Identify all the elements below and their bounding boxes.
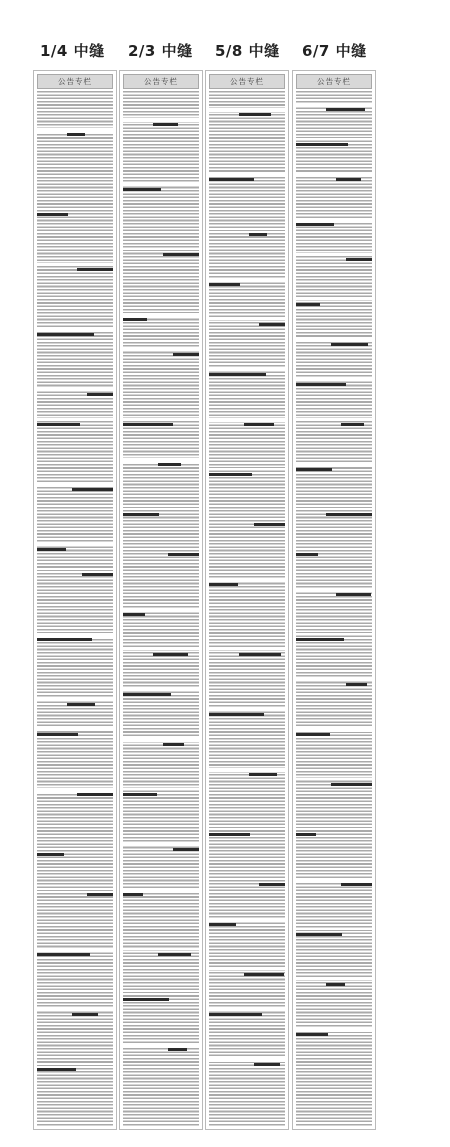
notice-heading-mark	[296, 223, 334, 226]
notice-heading-mark	[82, 573, 113, 576]
column-body	[123, 91, 199, 1126]
notice-text-block	[37, 91, 113, 1126]
notice-heading-mark	[173, 353, 199, 356]
notice-heading-mark	[296, 143, 348, 146]
notice-heading-mark	[123, 893, 143, 896]
paragraph-gap	[123, 948, 199, 950]
paragraph-gap	[296, 173, 372, 175]
notice-heading-mark	[67, 133, 85, 136]
notice-heading-mark	[239, 653, 281, 656]
paragraph-gap	[37, 888, 113, 890]
notice-heading-mark	[37, 423, 80, 426]
notice-heading-mark	[123, 793, 157, 796]
notice-heading-mark	[37, 213, 68, 216]
notice-heading-mark	[163, 253, 199, 256]
notice-heading-mark	[336, 593, 371, 596]
notice-heading-mark	[72, 488, 113, 491]
notice-heading-mark	[331, 783, 372, 786]
notice-heading-mark	[249, 773, 277, 776]
column-header: 公告专栏	[37, 74, 113, 89]
paragraph-gap	[296, 298, 372, 300]
notice-heading-mark	[209, 373, 266, 376]
notice-heading-mark	[244, 423, 274, 426]
notice-heading-mark	[341, 423, 364, 426]
paragraph-gap	[296, 418, 372, 420]
paragraph-gap	[37, 1063, 113, 1065]
notice-heading-mark	[336, 178, 361, 181]
notice-heading-mark	[77, 793, 113, 796]
paragraph-gap	[209, 278, 285, 282]
paragraph-gap	[123, 548, 199, 550]
paragraph-gap	[37, 728, 113, 730]
paragraph-gap	[296, 728, 372, 732]
paragraph-gap	[123, 738, 199, 742]
notice-heading-mark	[239, 113, 271, 116]
notice-heading-mark	[123, 188, 161, 191]
notice-heading-mark	[254, 1063, 280, 1066]
notice-heading-mark	[37, 548, 66, 551]
notice-heading-mark	[123, 423, 173, 426]
label-six-sevenths-fold: 6/7 中缝	[302, 42, 367, 60]
paragraph-gap	[123, 418, 199, 420]
notice-heading-mark	[331, 343, 368, 346]
notice-heading-mark	[209, 583, 238, 586]
notice-heading-mark	[168, 553, 199, 556]
paragraph-gap	[37, 418, 113, 420]
notice-column-1	[33, 70, 117, 1130]
paragraph-gap	[123, 348, 199, 350]
notice-heading-mark	[37, 333, 94, 336]
paragraph-gap	[37, 948, 113, 952]
notice-heading-mark	[244, 973, 284, 976]
notice-heading-mark	[123, 318, 147, 321]
notice-heading-mark	[37, 733, 78, 736]
paragraph-gap	[37, 848, 113, 850]
paragraph-gap	[209, 648, 285, 650]
paragraph-gap	[209, 828, 285, 830]
paragraph-gap	[37, 208, 113, 210]
notice-heading-mark	[326, 983, 345, 986]
notice-column-2	[119, 70, 203, 1130]
paragraph-gap	[123, 888, 199, 892]
paragraph-gap	[123, 1043, 199, 1047]
notice-heading-mark	[158, 953, 191, 956]
column-body	[209, 91, 285, 1126]
paragraph-gap	[296, 678, 372, 680]
notice-heading-mark	[72, 1013, 98, 1016]
notice-text-block	[209, 91, 285, 1126]
paragraph-gap	[123, 608, 199, 612]
label-five-eighths-fold: 5/8 中缝	[215, 42, 280, 60]
notice-heading-mark	[254, 523, 285, 526]
paragraph-gap	[209, 708, 285, 710]
paragraph-gap	[209, 1008, 285, 1010]
notice-heading-mark	[209, 1013, 262, 1016]
notice-heading-mark	[123, 613, 145, 616]
paragraph-gap	[123, 183, 199, 185]
notice-heading-mark	[209, 923, 236, 926]
notice-heading-mark	[158, 463, 181, 466]
paragraph-gap	[296, 138, 372, 140]
paragraph-gap	[209, 1058, 285, 1062]
column-header: 公告专栏	[123, 74, 199, 89]
notice-heading-mark	[259, 883, 285, 886]
paragraph-gap	[209, 878, 285, 880]
paragraph-gap	[123, 688, 199, 690]
paragraph-gap	[123, 648, 199, 650]
paragraph-gap	[37, 568, 113, 570]
notice-heading-mark	[326, 513, 372, 516]
paragraph-gap	[37, 1008, 113, 1010]
paragraph-gap	[296, 253, 372, 255]
notice-heading-mark	[173, 848, 199, 851]
paragraph-gap	[123, 458, 199, 462]
paragraph-gap	[296, 878, 372, 882]
notice-heading-mark	[296, 1033, 328, 1036]
paragraph-gap	[296, 588, 372, 592]
paragraph-gap	[123, 508, 199, 510]
paragraph-gap	[37, 263, 113, 265]
notice-heading-mark	[209, 283, 240, 286]
notice-heading-mark	[346, 258, 372, 261]
label-quarter-fold: 1/4 中缝	[40, 42, 105, 60]
paragraph-gap	[37, 633, 113, 637]
paragraph-gap	[37, 543, 113, 545]
paragraph-gap	[209, 578, 285, 582]
notice-heading-mark	[123, 513, 159, 516]
paragraph-gap	[209, 468, 285, 470]
notice-text-block	[296, 91, 372, 1126]
paragraph-gap	[296, 338, 372, 342]
paragraph-gap	[209, 418, 285, 422]
paragraph-gap	[209, 768, 285, 772]
notice-heading-mark	[296, 638, 344, 641]
column-header: 公告专栏	[296, 74, 372, 89]
notice-column-4	[292, 70, 376, 1130]
notice-heading-mark	[209, 178, 254, 181]
notice-heading-mark	[209, 713, 264, 716]
notice-heading-mark	[123, 998, 169, 1001]
notice-heading-mark	[87, 393, 113, 396]
notice-heading-mark	[209, 473, 252, 476]
paragraph-gap	[296, 978, 372, 980]
paragraph-gap	[123, 843, 199, 845]
notice-heading-mark	[163, 743, 184, 746]
notice-heading-mark	[37, 1068, 76, 1071]
paragraph-gap	[37, 328, 113, 332]
notice-heading-mark	[259, 323, 285, 326]
notice-heading-mark	[37, 638, 92, 641]
paragraph-gap	[296, 928, 372, 930]
notice-heading-mark	[67, 703, 95, 706]
notice-heading-mark	[249, 233, 267, 236]
column-body	[296, 91, 372, 1126]
notice-heading-mark	[296, 468, 332, 471]
paragraph-gap	[296, 828, 372, 830]
column-body	[37, 91, 113, 1126]
paragraph-gap	[209, 918, 285, 922]
paragraph-gap	[209, 368, 285, 370]
notice-heading-mark	[296, 833, 316, 836]
paragraph-gap	[296, 378, 372, 380]
notice-column-3	[205, 70, 289, 1130]
notice-heading-mark	[296, 383, 346, 386]
paragraph-gap	[209, 108, 285, 112]
paragraph-gap	[209, 173, 285, 175]
notice-heading-mark	[296, 303, 320, 306]
column-header: 公告专栏	[209, 74, 285, 89]
paragraph-gap	[37, 128, 113, 132]
paragraph-gap	[123, 993, 199, 995]
notice-heading-mark	[123, 693, 171, 696]
paragraph-gap	[37, 698, 113, 700]
paragraph-gap	[209, 968, 285, 970]
paragraph-gap	[123, 248, 199, 250]
notice-heading-mark	[37, 953, 90, 956]
paragraph-gap	[296, 1028, 372, 1032]
notice-heading-mark	[296, 553, 318, 556]
paragraph-gap	[123, 313, 199, 317]
paragraph-gap	[37, 388, 113, 390]
paragraph-gap	[123, 118, 199, 122]
notice-heading-mark	[341, 883, 372, 886]
paragraph-gap	[296, 218, 372, 222]
paragraph-gap	[296, 633, 372, 635]
paragraph-gap	[209, 518, 285, 520]
notice-heading-mark	[77, 268, 113, 271]
notice-heading-mark	[209, 833, 250, 836]
paragraph-gap	[37, 788, 113, 792]
paragraph-gap	[296, 778, 372, 780]
notice-heading-mark	[296, 733, 330, 736]
notice-heading-mark	[153, 653, 188, 656]
paragraph-gap	[296, 548, 372, 550]
paragraph-gap	[296, 508, 372, 510]
paragraph-gap	[296, 103, 372, 107]
notice-heading-mark	[296, 933, 342, 936]
label-two-thirds-fold: 2/3 中缝	[128, 42, 193, 60]
notice-heading-mark	[168, 1048, 187, 1051]
notice-heading-mark	[153, 123, 178, 126]
paragraph-gap	[209, 318, 285, 320]
paragraph-gap	[296, 463, 372, 467]
notice-heading-mark	[326, 108, 365, 111]
paragraph-gap	[209, 228, 285, 230]
notice-heading-mark	[346, 683, 367, 686]
paragraph-gap	[123, 788, 199, 790]
paragraph-gap	[37, 483, 113, 487]
notice-heading-mark	[37, 853, 64, 856]
notice-heading-mark	[87, 893, 113, 896]
